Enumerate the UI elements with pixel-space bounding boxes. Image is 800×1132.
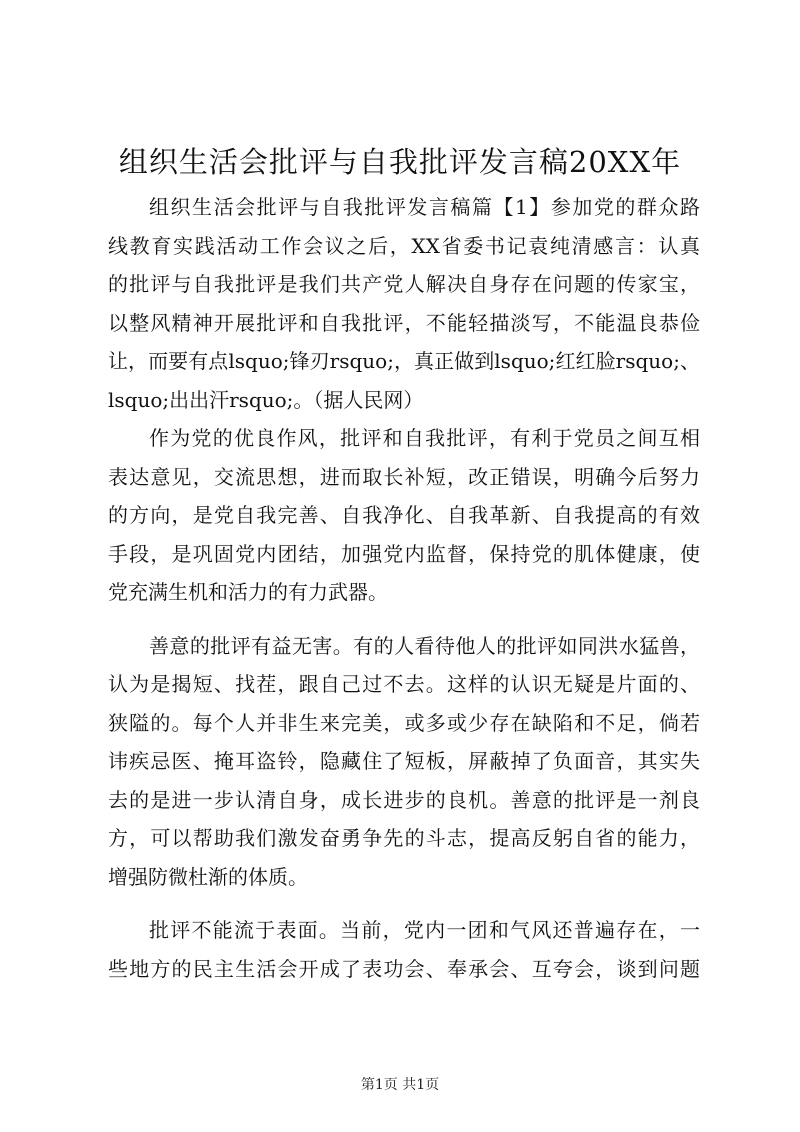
text-line: 作为党的优良作风，批评和自我批评，有利于党员之间互相 [149,426,700,450]
text-line: 的批评与自我批评是我们共产党人解决自身存在问题的传家宝， [108,272,700,296]
text-line: 讳疾忌医、掩耳盗铃，隐藏住了短板，屏蔽掉了负面音，其实失 [108,749,700,773]
text-line: 批评不能流于表面。当前，党内一团和气风还普遍存在，一 [149,918,700,942]
document-body [108,188,700,988]
text-line: 增强防微杜渐的体质。 [108,864,308,889]
text-line: 组织生活会批评与自我批评发言稿篇【1】参加党的群众路 [149,195,700,219]
text-line: 方，可以帮助我们激发奋勇争先的斗志，提高反躬自省的能力， [108,826,700,850]
paragraph-2 [108,419,700,612]
text-line: 手段，是巩固党内团结，加强党内监督，保持党的肌体健康，使 [108,541,700,566]
text-line: 去的是进一步认清自身，成长进步的良机。善意的批评是一剂良 [108,787,700,812]
text-line: 认为是揭短、找茬，跟自己过不去。这样的认识无疑是片面的、 [108,672,700,696]
text-line: 线教育实践活动工作会议之后，XX省委书记袁纯清感言：认真 [108,233,700,258]
text-line: 些地方的民主生活会开成了表功会、奉承会、互夸会，谈到问题 [108,956,700,981]
page-title: 组织生活会批评与自我批评发言稿20XX年 [118,145,682,179]
paragraph-3 [108,627,700,897]
text-line: 的方向，是党自我完善、自我净化、自我革新、自我提高的有效 [108,503,700,527]
page-footer: 第1页 共1页 [360,1077,440,1093]
text-line: 以整风精神开展批评和自我批评，不能轻描淡写，不能温良恭俭 [108,310,700,335]
text-line: lsquo;出出汗rsquo;。（据人民网） [108,387,424,412]
text-line: 表达意见，交流思想，进而取长补短，改正错误，明确今后努力 [108,464,700,489]
text-line: 狭隘的。每个人并非生来完美，或多或少存在缺陷和不足，倘若 [108,710,700,735]
paragraph-4 [108,911,700,988]
text-line: 党充满生机和活力的有力武器。 [108,580,388,604]
text-line: 善意的批评有益无害。有的人看待他人的批评如同洪水猛兽， [149,633,700,658]
paragraph-1 [108,188,700,419]
text-line: 让，而要有点lsquo;锋刃rsquo;，真正做到lsquo;红红脸rsquo;、 [108,349,700,373]
